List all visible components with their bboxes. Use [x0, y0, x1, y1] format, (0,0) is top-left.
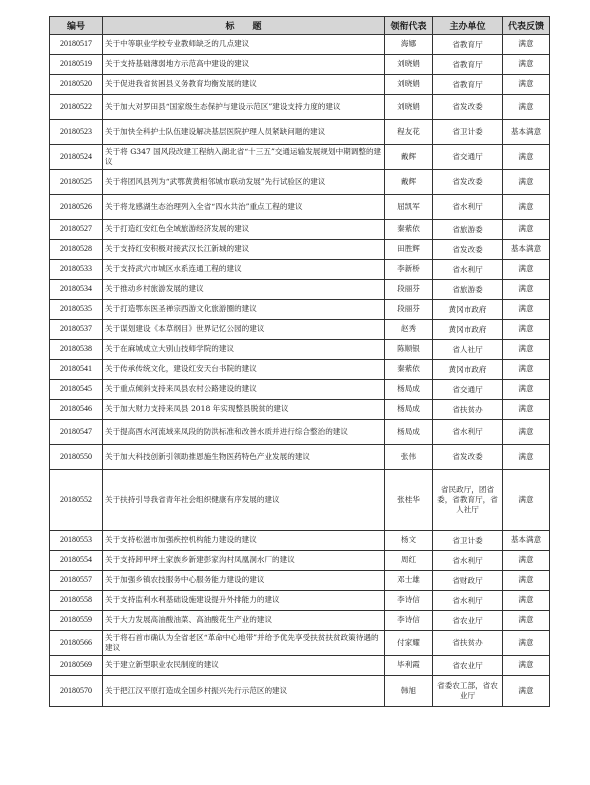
row-id-cell: 20180558 [50, 591, 103, 611]
row-lead-cell: 田胜辉 [385, 240, 433, 260]
row-id-cell: 20180559 [50, 611, 103, 631]
row-org-cell: 黄冈市政府 [433, 360, 503, 380]
row-id-cell: 20180547 [50, 420, 103, 445]
table-row [50, 55, 550, 75]
row-id-cell: 20180552 [50, 470, 103, 531]
row-org-cell: 省教育厅 [433, 35, 503, 55]
row-title-cell: 关于中等职业学校专业教师缺乏的几点建议 [103, 35, 385, 55]
row-lead-cell: 杨局成 [385, 400, 433, 420]
table-row [50, 656, 550, 676]
row-feedback-cell: 满意 [503, 445, 550, 470]
row-lead-cell: 屈凯军 [385, 195, 433, 220]
row-feedback-cell: 满意 [503, 676, 550, 707]
row-id-cell: 20180535 [50, 300, 103, 320]
row-lead-cell: 程友花 [385, 120, 433, 145]
row-lead-cell: 付家耀 [385, 631, 433, 656]
row-title-cell: 关于打造红安红色全域旅游经济发展的建议 [103, 220, 385, 240]
row-feedback-cell: 满意 [503, 380, 550, 400]
row-org-cell: 省水利厅 [433, 591, 503, 611]
row-org-cell: 省交通厅 [433, 380, 503, 400]
row-org-cell: 省交通厅 [433, 145, 503, 170]
row-org-cell: 省发改委 [433, 445, 503, 470]
row-title-cell: 关于重点倾斜支持来凤县农村公路建设的建议 [103, 380, 385, 400]
row-lead-cell: 赵秀 [385, 320, 433, 340]
table-row [50, 300, 550, 320]
row-title-cell: 关于将团风县列为“武鄂黄黄相邻城市联动发展”先行试验区的建议 [103, 170, 385, 195]
table-row [50, 420, 550, 445]
row-lead-cell: 杨文 [385, 531, 433, 551]
row-title-cell: 关于建立新型职业农民制度的建议 [103, 656, 385, 676]
row-id-cell: 20180550 [50, 445, 103, 470]
row-org-cell: 省旅游委 [433, 280, 503, 300]
proposal-table-container [49, 16, 549, 707]
row-id-cell: 20180545 [50, 380, 103, 400]
row-id-cell: 20180534 [50, 280, 103, 300]
row-id-cell: 20180526 [50, 195, 103, 220]
row-lead-cell: 刘晓娟 [385, 75, 433, 95]
table-row [50, 280, 550, 300]
table-row [50, 75, 550, 95]
row-lead-cell: 刘晓娟 [385, 95, 433, 120]
table-row [50, 195, 550, 220]
row-title-cell: 关于打造鄂东医圣禅宗西游文化旅游圈的建议 [103, 300, 385, 320]
row-lead-cell: 杨局成 [385, 420, 433, 445]
row-feedback-cell: 满意 [503, 55, 550, 75]
row-org-cell: 省委农工部，省农业厅 [433, 676, 503, 707]
row-id-cell: 20180519 [50, 55, 103, 75]
row-title-cell: 关于加快全科护士队伍建设解决基层医院护理人员紧缺问题的建议 [103, 120, 385, 145]
row-title-cell: 关于传承传统文化，建设红安天台书院的建议 [103, 360, 385, 380]
row-id-cell: 20180570 [50, 676, 103, 707]
row-lead-cell: 周红 [385, 551, 433, 571]
row-lead-cell: 戴辉 [385, 145, 433, 170]
proposal-table [49, 16, 550, 707]
row-lead-cell: 秦紫依 [385, 360, 433, 380]
row-org-cell: 省发改委 [433, 170, 503, 195]
row-lead-cell: 海娜 [385, 35, 433, 55]
row-id-cell: 20180553 [50, 531, 103, 551]
row-feedback-cell: 满意 [503, 260, 550, 280]
row-title-cell: 关于推动乡村旅游发展的建议 [103, 280, 385, 300]
row-title-cell: 关于扶持引导我省青年社会组织健康有序发展的建议 [103, 470, 385, 531]
row-lead-cell: 张伟 [385, 445, 433, 470]
row-feedback-cell: 满意 [503, 571, 550, 591]
row-feedback-cell: 满意 [503, 656, 550, 676]
row-title-cell: 关于将龙感湖生态治理列入全省“四水共治”重点工程的建议 [103, 195, 385, 220]
row-id-cell: 20180554 [50, 551, 103, 571]
row-org-cell: 省财政厅 [433, 571, 503, 591]
row-lead-cell: 李新桥 [385, 260, 433, 280]
table-row [50, 470, 550, 531]
row-id-cell: 20180541 [50, 360, 103, 380]
row-lead-cell: 戴辉 [385, 170, 433, 195]
row-title-cell: 关于加大财力支持来凤县 2018 年实现整县脱贫的建议 [103, 400, 385, 420]
header-id: 编号 [50, 17, 103, 35]
row-feedback-cell: 基本满意 [503, 120, 550, 145]
row-title-cell: 关于把江汉平原打造成全国乡村振兴先行示范区的建议 [103, 676, 385, 707]
table-row [50, 611, 550, 631]
table-row [50, 360, 550, 380]
row-title-cell: 关于促进我省贫困县义务教育均衡发展的建议 [103, 75, 385, 95]
table-row [50, 571, 550, 591]
row-org-cell: 省扶贫办 [433, 400, 503, 420]
row-org-cell: 省卫计委 [433, 531, 503, 551]
table-row [50, 320, 550, 340]
row-org-cell: 省水利厅 [433, 195, 503, 220]
row-feedback-cell: 满意 [503, 95, 550, 120]
row-feedback-cell: 满意 [503, 551, 550, 571]
table-row [50, 676, 550, 707]
row-org-cell: 省发改委 [433, 95, 503, 120]
row-id-cell: 20180557 [50, 571, 103, 591]
row-id-cell: 20180546 [50, 400, 103, 420]
row-feedback-cell: 满意 [503, 360, 550, 380]
table-row [50, 531, 550, 551]
row-org-cell: 省农业厅 [433, 656, 503, 676]
row-org-cell: 省教育厅 [433, 55, 503, 75]
row-feedback-cell: 满意 [503, 320, 550, 340]
table-row [50, 400, 550, 420]
row-title-cell: 关于将 G347 国风段改建工程纳入湖北省“十三五”交通运输发展规划中期调整的建议 [103, 145, 385, 170]
row-id-cell: 20180538 [50, 340, 103, 360]
row-feedback-cell: 满意 [503, 280, 550, 300]
table-row [50, 220, 550, 240]
row-feedback-cell: 满意 [503, 470, 550, 531]
row-org-cell: 省水利厅 [433, 260, 503, 280]
row-feedback-cell: 基本满意 [503, 531, 550, 551]
row-title-cell: 关于加大科技创新引领助推恩施生物医药特色产业发展的建议 [103, 445, 385, 470]
table-row [50, 120, 550, 145]
row-id-cell: 20180524 [50, 145, 103, 170]
row-title-cell: 关于提高酉水河流域来凤段的防洪标准和改善水质并进行综合整治的建议 [103, 420, 385, 445]
row-title-cell: 关于支持卸甲坪土家族乡新建彭家沟村凤凰洞水厂的建议 [103, 551, 385, 571]
row-feedback-cell: 满意 [503, 400, 550, 420]
row-org-cell: 省扶贫办 [433, 631, 503, 656]
row-feedback-cell: 满意 [503, 300, 550, 320]
row-id-cell: 20180537 [50, 320, 103, 340]
row-lead-cell: 刘晓娟 [385, 55, 433, 75]
row-org-cell: 省旅游委 [433, 220, 503, 240]
row-id-cell: 20180520 [50, 75, 103, 95]
row-lead-cell: 秦紫依 [385, 220, 433, 240]
table-row [50, 260, 550, 280]
row-title-cell: 关于支持松滋市加强疾控机构能力建设的建议 [103, 531, 385, 551]
row-org-cell: 省教育厅 [433, 75, 503, 95]
row-title-cell: 关于将石首市确认为全省老区“革命中心地带”并给予优先享受扶贫扶贫政策待遇的建议 [103, 631, 385, 656]
row-lead-cell: 毕利霞 [385, 656, 433, 676]
table-header-row [50, 17, 550, 35]
row-lead-cell: 陈顺银 [385, 340, 433, 360]
row-feedback-cell: 满意 [503, 420, 550, 445]
row-title-cell: 关于大力发展高油酸油菜、高油酸花生产业的建议 [103, 611, 385, 631]
table-row [50, 170, 550, 195]
row-feedback-cell: 满意 [503, 35, 550, 55]
row-lead-cell: 段丽芬 [385, 280, 433, 300]
row-org-cell: 省农业厅 [433, 611, 503, 631]
row-title-cell: 关于谋划建设《本草纲目》世界记忆公园的建议 [103, 320, 385, 340]
row-title-cell: 关于支持武穴市城区水系连通工程的建议 [103, 260, 385, 280]
row-lead-cell: 张桂华 [385, 470, 433, 531]
table-row [50, 145, 550, 170]
row-lead-cell: 韩旭 [385, 676, 433, 707]
row-id-cell: 20180525 [50, 170, 103, 195]
row-feedback-cell: 满意 [503, 145, 550, 170]
table-row [50, 95, 550, 120]
row-feedback-cell: 满意 [503, 591, 550, 611]
row-id-cell: 20180523 [50, 120, 103, 145]
row-lead-cell: 邓士雄 [385, 571, 433, 591]
table-row [50, 340, 550, 360]
row-lead-cell: 杨局成 [385, 380, 433, 400]
row-org-cell: 黄冈市政府 [433, 320, 503, 340]
table-row [50, 240, 550, 260]
row-feedback-cell: 满意 [503, 195, 550, 220]
row-title-cell: 关于支持红安积极对接武汉长江新城的建议 [103, 240, 385, 260]
row-org-cell: 省水利厅 [433, 551, 503, 571]
row-feedback-cell: 基本满意 [503, 240, 550, 260]
row-id-cell: 20180522 [50, 95, 103, 120]
row-id-cell: 20180527 [50, 220, 103, 240]
row-title-cell: 关于加大对罗田县“国家级生态保护与建设示范区”建设支持力度的建议 [103, 95, 385, 120]
header-org: 主办单位 [433, 17, 503, 35]
row-lead-cell: 李诗信 [385, 591, 433, 611]
row-id-cell: 20180517 [50, 35, 103, 55]
table-row [50, 631, 550, 656]
row-org-cell: 省民政厅，团省委，省教育厅，省人社厅 [433, 470, 503, 531]
row-id-cell: 20180566 [50, 631, 103, 656]
row-feedback-cell: 满意 [503, 220, 550, 240]
row-org-cell: 省卫计委 [433, 120, 503, 145]
row-feedback-cell: 满意 [503, 75, 550, 95]
row-id-cell: 20180533 [50, 260, 103, 280]
row-id-cell: 20180528 [50, 240, 103, 260]
table-row [50, 35, 550, 55]
row-id-cell: 20180569 [50, 656, 103, 676]
row-title-cell: 关于加强乡镇农技服务中心服务能力建设的建议 [103, 571, 385, 591]
row-lead-cell: 李诗信 [385, 611, 433, 631]
row-feedback-cell: 满意 [503, 170, 550, 195]
row-org-cell: 省发改委 [433, 240, 503, 260]
row-feedback-cell: 满意 [503, 631, 550, 656]
table-row [50, 591, 550, 611]
header-lead: 领衔代表 [385, 17, 433, 35]
table-body [50, 35, 550, 707]
row-title-cell: 关于支持监利水利基础设施建设提升外排能力的建议 [103, 591, 385, 611]
row-title-cell: 关于在麻城成立大别山技师学院的建议 [103, 340, 385, 360]
row-feedback-cell: 满意 [503, 611, 550, 631]
header-title: 标 题 [103, 17, 385, 35]
row-org-cell: 省水利厅 [433, 420, 503, 445]
row-feedback-cell: 满意 [503, 340, 550, 360]
table-row [50, 380, 550, 400]
table-row [50, 551, 550, 571]
row-lead-cell: 段丽芬 [385, 300, 433, 320]
header-feedback: 代表反馈 [503, 17, 550, 35]
row-org-cell: 省人社厅 [433, 340, 503, 360]
row-title-cell: 关于支持基础薄弱地方示范高中建设的建议 [103, 55, 385, 75]
row-org-cell: 黄冈市政府 [433, 300, 503, 320]
table-row [50, 445, 550, 470]
